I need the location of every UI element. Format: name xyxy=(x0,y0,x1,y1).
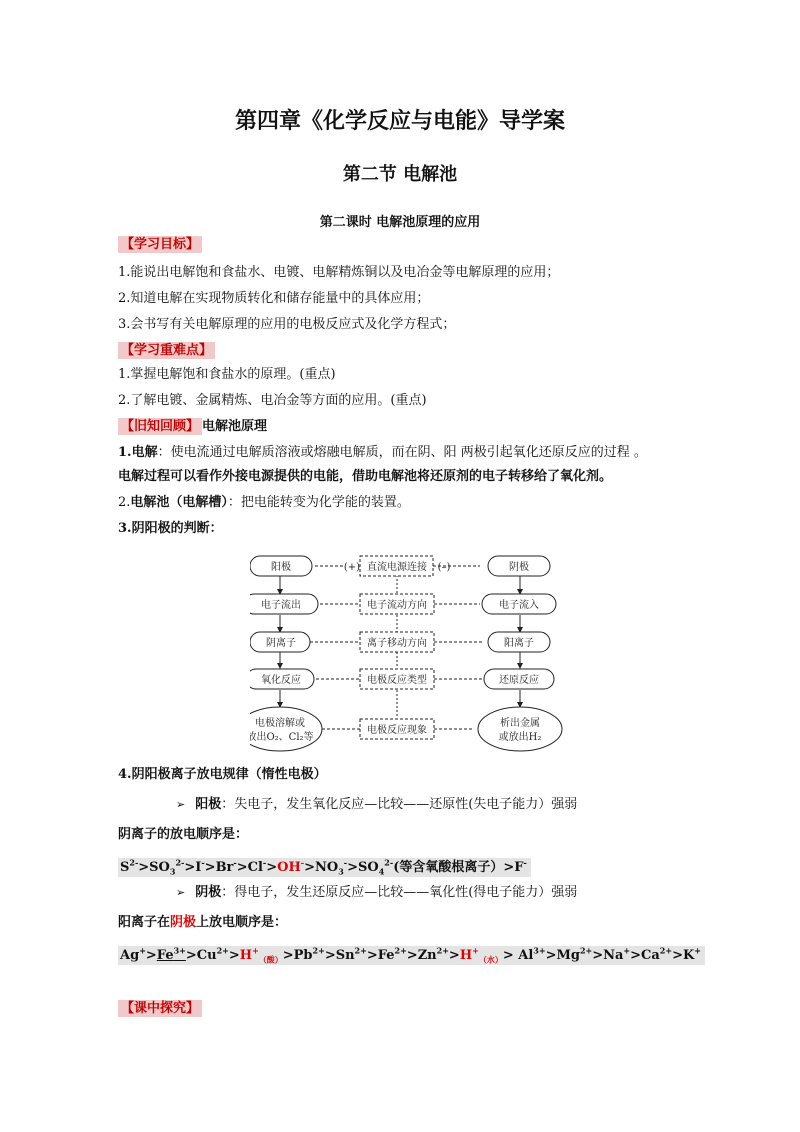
explore-header: 【课中探究】 xyxy=(118,1000,202,1017)
anode-rule-text: ：失电子，发生氧化反应—比较——还原性(失电子能力）强弱 xyxy=(221,797,578,812)
cation-order-title-part1: 阳离子在 xyxy=(118,915,171,930)
reduction-label: 还原反应 xyxy=(499,675,539,686)
goals-header: 【学习目标】 xyxy=(118,236,202,253)
electron-flow-label: 电子流动方向 xyxy=(367,600,427,611)
keypoint-item: 1.掌握电解饱和食盐水的原理。(重点) xyxy=(118,367,336,382)
electrode-diagram-svg xyxy=(250,552,570,752)
anode-label: 阳极 xyxy=(271,562,291,573)
cathode-phenomenon-node xyxy=(478,707,562,751)
goal-item: 1.能说出电解饱和食盐水、电镀、电解精炼铜以及电冶金等电解原理的应用； xyxy=(118,265,560,280)
definition-bold-note: 电解过程可以看作外接电源提供的电能，借助电解池将还原剂的电子转移给了氧化剂。 xyxy=(118,469,613,484)
h-water-note: （水） xyxy=(478,954,503,965)
definition-cell-label: 电解池（电解槽） xyxy=(130,495,228,510)
arrow-bullet-icon: ➢ xyxy=(176,886,186,899)
goal-item: 2.知道电解在实现物质转化和储存能量中的具体应用； xyxy=(118,291,430,306)
anion-label: 阴离子 xyxy=(266,638,296,649)
anode-rule-label: 阳极 xyxy=(195,797,222,812)
anode-phenomenon-line2: 放出O₂、Cl₂等 xyxy=(250,732,314,743)
review-header: 【旧知回顾】 xyxy=(118,418,202,435)
keypoints-header-line xyxy=(118,342,215,360)
cation-label: 阳离子 xyxy=(504,638,534,649)
cation-order-title-part2: 上放电顺序是： xyxy=(196,915,288,930)
cation-order-title-cathode: 阴极 xyxy=(170,915,197,930)
oxidation-label: 氧化反应 xyxy=(261,675,301,686)
electron-in-label: 电子流入 xyxy=(499,600,539,611)
anode-phenomenon-node xyxy=(250,707,322,751)
cathode-rule-label: 阴极 xyxy=(195,885,222,900)
definition-cell xyxy=(118,494,410,512)
section-title: 第二节 电解池 xyxy=(342,164,458,185)
cation-order-sequence: $Ag^+>Fe^{3+}>Cu^{2+}>H^+_{(酸)}>Pb^{2+}>Sn^{2+}>Fe^{2+}>Zn^{2+}>H^+_{(水)}> Al^{3+}>Mg^{2+}>Na^+>Ca^{2+}>K^+$ xyxy=(118,942,705,969)
electron-out-label: 电子流出 xyxy=(261,600,301,611)
power-label: 直流电源连接 xyxy=(367,562,427,573)
keypoints-header: 【学习重难点】 xyxy=(118,342,215,359)
anion-order-sequence: $S^{2-}>SO_3^{2-}>I^->Br^->Cl^->OH^->NO_3^->SO_4^{2-}$(等含氧酸根离子）>F- xyxy=(118,854,531,881)
phenomenon-label: 电极反应现象 xyxy=(367,725,427,736)
anion-order-title: 阴离子的放电顺序是： xyxy=(118,827,249,842)
arrow-bullet-icon: ➢ xyxy=(176,798,186,811)
anode-phenomenon-line1: 电极溶解或 xyxy=(255,718,305,729)
anion-order-suffix: (等含氧酸根离子）>F xyxy=(393,860,524,876)
electrode-judgement-heading: 3.阴阳极的判断： xyxy=(118,521,223,536)
cathode-rule xyxy=(176,884,577,902)
ion-migration-label: 离子移动方向 xyxy=(367,638,427,649)
keypoint-item: 2.了解电镀、金属精炼、电冶金等方面的应用。(重点) xyxy=(118,393,427,408)
goals-header-line xyxy=(118,236,202,254)
cathode-rule-text: ：得电子，发生还原反应—比较——氧化性(得电子能力）强弱 xyxy=(221,885,578,900)
electrode-diagram xyxy=(250,552,570,752)
goal-item: 3.会书写有关电解原理的应用的电极反应式及化学方程式； xyxy=(118,317,456,332)
anode-rule xyxy=(176,796,577,814)
minus-label: (–) xyxy=(437,562,451,573)
review-title: 电解池原理 xyxy=(202,419,268,434)
h-acid-note: （酸） xyxy=(258,954,283,965)
definition-number: 2. xyxy=(118,495,131,510)
cation-order-title xyxy=(118,914,287,932)
definition-cell-text: ：把电能转变为化学能的装置。 xyxy=(227,495,410,510)
definition-electrolysis xyxy=(118,444,647,462)
lesson-title: 第二课时 电解池原理的应用 xyxy=(319,215,481,230)
explore-header-line xyxy=(118,1000,202,1018)
plus-label: (+) xyxy=(343,562,361,573)
definition-label: 1.电解 xyxy=(118,445,158,460)
cathode-label: 阴极 xyxy=(509,562,529,573)
main-title: 第四章《化学反应与电能》导学案 xyxy=(234,108,565,134)
reaction-type-label: 电极反应类型 xyxy=(367,675,427,686)
cathode-phenomenon-line2: 或放出H₂ xyxy=(498,732,542,743)
discharge-rule-heading: 4.阴阳极离子放电规律（惰性电极） xyxy=(118,767,327,782)
definition-text: ：使电流通过电解质溶液或熔融电解质，而在阴、阳 两极引起氧化还原反应的过程 。 xyxy=(157,445,647,460)
cathode-phenomenon-line1: 析出金属 xyxy=(500,718,540,729)
review-header-line xyxy=(118,418,267,436)
